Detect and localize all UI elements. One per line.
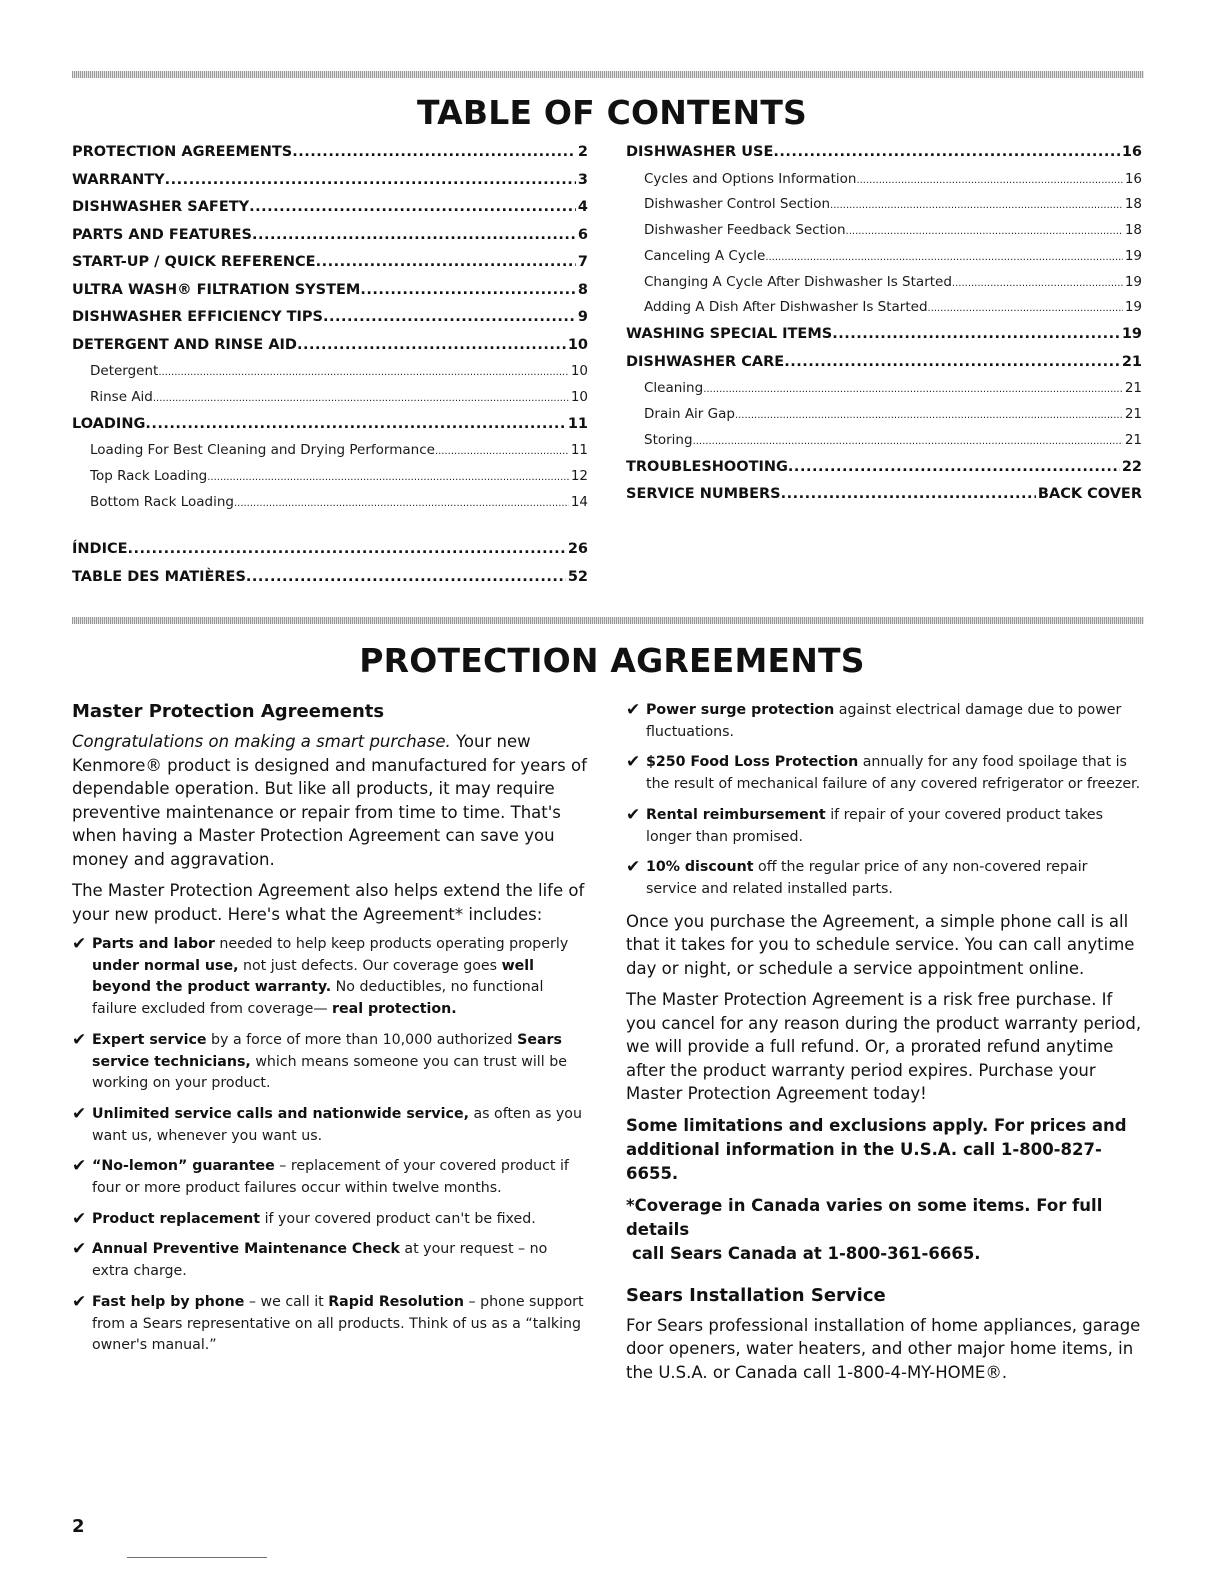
checkmark-icon: ✔ [626, 752, 641, 773]
toc-entry-page: 10 [567, 336, 588, 353]
toc-entry-label: DISHWASHER SAFETY [72, 199, 250, 215]
toc-entry-label: Dishwasher Control Section [644, 196, 831, 213]
coverage-item [626, 752, 1142, 795]
toc-entry-bottom-rack-loading[interactable] [72, 490, 588, 516]
intro-italic: Congratulations on making a smart purchase. [72, 732, 451, 751]
toc-entry-page: 18 [1124, 196, 1142, 213]
checkmark-icon: ✔ [72, 934, 87, 954]
toc-dot-leader [735, 402, 1123, 428]
toc-title: TABLE OF CONTENTS [416, 93, 808, 132]
toc-dot-leader [252, 222, 576, 250]
coverage-item-text: if your covered product can't be fixed. [260, 1210, 536, 1227]
toc-entry-label: WARRANTY [72, 171, 165, 188]
installation-paragraph: For Sears professional installation of home appliances, garage door openers, water heaters, and other major home items, in the U.S.A. or Canada call 1-800-4-MY-HOME®. [626, 1315, 1141, 1382]
toc-entry-label: LOADING [72, 415, 146, 432]
toc-entry-label: DISHWASHER EFFICIENCY TIPS [72, 309, 324, 325]
toc-entry-page: 19 [1121, 326, 1142, 343]
canada-notice-line-1: *Coverage in Canada varies on some items. For full details [626, 1195, 1103, 1239]
toc-entry-label: PROTECTION AGREEMENTS [72, 144, 293, 160]
coverage-item [72, 934, 588, 1021]
toc-dot-leader [249, 194, 576, 222]
coverage-item [626, 857, 1142, 900]
coverage-item-text: off the regular price of any non-covered repair service and related installed parts. [646, 859, 1088, 897]
toc-entry-page: 12 [570, 467, 588, 484]
coverage-item-highlight: Sears service technicians, [92, 1031, 562, 1070]
toc-entry-service-numbers[interactable] [626, 481, 1142, 509]
toc-entry-page: 4 [577, 199, 588, 215]
toc-entry-label: Changing A Cycle After Dishwasher Is Started [644, 273, 952, 290]
protection-left-column [72, 700, 588, 1366]
toc-language-index [72, 536, 588, 591]
coverage-item [626, 805, 1142, 848]
toc-entry-label: Canceling A Cycle [644, 247, 766, 264]
toc-entry-cleaning[interactable] [626, 376, 1142, 402]
checkmark-icon: ✔ [626, 700, 641, 720]
toc-entry-label: ULTRA WASH® FILTRATION SYSTEM [72, 281, 361, 298]
toc-dot-leader [234, 490, 569, 516]
coverage-item-text: – replacement of your covered product if four or more product failures occur within twelve months. [92, 1158, 569, 1197]
toc-entry-loading-for-best-cleaning-and-drying-performance[interactable] [72, 438, 588, 464]
toc-entry-page: 6 [577, 226, 588, 243]
checkmark-icon: ✔ [72, 1208, 87, 1229]
toc-entry-label: Loading For Best Cleaning and Drying Performance [90, 442, 435, 459]
coverage-item [72, 1239, 588, 1282]
checkmark-icon: ✔ [626, 804, 641, 825]
coverage-item [72, 1030, 588, 1095]
coverage-item-text: – phone support from a Sears representative on all products. Think of us as a “talking owner's manual.” [92, 1293, 584, 1354]
toc-entry-detergent[interactable] [72, 359, 588, 385]
toc-entry-troubleshooting[interactable] [626, 454, 1142, 482]
toc-entry-cycles-and-options-information[interactable] [626, 167, 1142, 193]
toc-entry-page: 16 [1124, 170, 1142, 187]
coverage-item-text: at your request – no extra charge. [92, 1241, 548, 1280]
intro-rest: Your new Kenmore® product is designed and manufactured for years of dependable operation. But like all products, it may require preventive maintenance or repair from time to time. That's when having a Master Protection Agreement can save you money and aggravation. [72, 732, 587, 869]
toc-entry-warranty[interactable] [72, 167, 588, 195]
toc-dot-leader [952, 270, 1123, 296]
toc-entry-page: 11 [570, 442, 588, 459]
toc-dot-leader [153, 385, 569, 411]
footer-link-underline [127, 1557, 267, 1558]
toc-entry-label: PARTS AND FEATURES [72, 226, 252, 243]
toc-entry-page: 10 [570, 388, 588, 405]
toc-entry-label: TABLE DES MATIÈRES [72, 568, 246, 585]
toc-entry-label: Detergent [90, 363, 159, 379]
checkmark-icon: ✔ [72, 1239, 87, 1260]
toc-entry-dishwasher-care[interactable] [626, 349, 1142, 377]
toc-entry-protection-agreements[interactable] [72, 139, 588, 167]
toc-dot-leader [292, 139, 576, 167]
toc-entry-label: DISHWASHER USE [626, 144, 774, 160]
toc-entry-page: 11 [567, 415, 588, 432]
toc-entry-page: 21 [1124, 431, 1142, 448]
coverage-item-highlight: Rapid Resolution [328, 1293, 465, 1310]
toc-entry-label: Adding A Dish After Dishwasher Is Started [644, 299, 928, 316]
toc-entry-dishwasher-feedback-section[interactable] [626, 218, 1142, 244]
protection-right-column [626, 700, 1142, 1392]
coverage-item-text: if repair of your covered product takes longer than promised. [646, 806, 1104, 845]
toc-dot-leader [784, 349, 1120, 377]
toc-dot-leader [830, 192, 1123, 218]
coverage-item [72, 1292, 588, 1357]
intro-paragraph-2: The Master Protection Agreement also helps extend the life of your new product. Here's what the Agreement* includes: [72, 881, 585, 924]
canada-notice-line-2: call Sears Canada at 1-800-361-6665. [632, 1243, 981, 1263]
coverage-item-highlight: “No-lemon” guarantee [92, 1158, 275, 1175]
toc-dot-leader [846, 218, 1123, 244]
toc-dot-leader [297, 332, 566, 360]
toc-entry-dishwasher-control-section[interactable] [626, 192, 1142, 218]
toc-entry-label: Bottom Rack Loading [90, 493, 234, 510]
toc-entry-page: 19 [1124, 299, 1142, 316]
toc-entry-page: 19 [1124, 273, 1142, 290]
toc-entry-page: 2 [577, 144, 588, 160]
toc-dot-leader [781, 481, 1036, 509]
risk-free-paragraph: The Master Protection Agreement is a risk free purchase. If you cancel for any reason during the product warranty period, we will provide a full refund. Or, a prorated refund anytime after the product warranty period expires. Purchase your Master Protection Agreement today! [626, 990, 1142, 1104]
toc-dot-leader [158, 359, 568, 385]
canada-notice [626, 1194, 1142, 1266]
toc-dot-leader [693, 428, 1123, 454]
coverage-item-highlight: Annual Preventive Maintenance Check [92, 1241, 400, 1258]
toc-entry-page: 14 [570, 493, 588, 510]
toc-entry-page: 21 [1124, 380, 1142, 397]
coverage-item-highlight: Power surge protection [646, 702, 835, 718]
coverage-list-left [72, 934, 588, 1357]
protection-agreements-title: PROTECTION AGREEMENTS [359, 641, 865, 680]
coverage-item-text: against electrical damage due to power fluctuations. [646, 702, 1122, 740]
toc-dot-leader [165, 167, 576, 195]
installation-heading: Sears Installation Service [626, 1284, 886, 1306]
toc-entry-label: DISHWASHER CARE [626, 353, 785, 370]
coverage-item-highlight: well beyond the product warranty. [92, 957, 535, 996]
toc-entry-page: 21 [1124, 406, 1142, 423]
coverage-item [72, 1104, 588, 1147]
toc-entry-page: 18 [1124, 222, 1142, 239]
toc-dot-leader [773, 139, 1119, 167]
toc-entry-page: 8 [577, 281, 588, 298]
coverage-item-text: as often as you want us, whenever you want us. [92, 1105, 582, 1144]
toc-entry-label: START-UP / QUICK REFERENCE [72, 254, 316, 270]
intro-paragraph [72, 730, 588, 871]
toc-dot-leader [128, 536, 566, 564]
toc-right-column [626, 139, 1142, 509]
coverage-item [72, 1156, 588, 1199]
checkmark-icon: ✔ [72, 1291, 87, 1312]
coverage-item-text: – we call it [244, 1293, 329, 1310]
toc-dot-leader [316, 249, 576, 277]
toc-entry-label: ÍNDICE [72, 541, 128, 557]
toc-entry-label: DETERGENT AND RINSE AID [72, 336, 297, 353]
toc-entry-start-up-quick-reference[interactable] [72, 249, 588, 277]
toc-dot-leader [145, 411, 565, 439]
coverage-item-text: needed to help keep products operating properly [214, 936, 569, 952]
master-protection-heading: Master Protection Agreements [72, 701, 385, 722]
checkmark-icon: ✔ [626, 857, 641, 878]
toc-entry-label: Dishwasher Feedback Section [644, 222, 846, 239]
coverage-item-text: annually for any food spoilage that is the result of mechanical failure of any covered refrigerator or freezer. [646, 754, 1141, 793]
toc-left-column [72, 139, 588, 515]
toc-entry-label: SERVICE NUMBERS [626, 486, 781, 503]
toc-dot-leader [207, 464, 569, 490]
coverage-item-highlight: under normal use, [92, 957, 239, 974]
toc-entry-canceling-a-cycle[interactable] [626, 244, 1142, 270]
toc-entry-dishwasher-safety[interactable] [72, 194, 588, 222]
toc-entry-page: 21 [1121, 353, 1142, 370]
toc-entry-page: 52 [567, 568, 588, 585]
coverage-item-highlight: 10% discount [646, 859, 754, 876]
toc-dot-leader [788, 454, 1120, 482]
schedule-paragraph: Once you purchase the Agreement, a simple phone call is all that it takes for you to schedule service. You can call anytime day or night, or schedule a service appointment online. [626, 911, 1135, 978]
toc-entry-label: Drain Air Gap [644, 406, 735, 423]
toc-dot-leader [928, 295, 1123, 321]
coverage-item-highlight: Expert service [92, 1031, 207, 1048]
coverage-item-highlight: Fast help by phone [92, 1293, 245, 1310]
toc-entry-dishwasher-use[interactable] [626, 139, 1142, 167]
coverage-item-highlight: Unlimited service calls and nationwide service, [92, 1105, 469, 1122]
coverage-item-text: by a force of more than 10,000 authorized [206, 1031, 518, 1048]
toc-entry-label: Top Rack Loading [90, 467, 208, 484]
toc-entry-dishwasher-efficiency-tips[interactable] [72, 304, 588, 332]
toc-entry-table-des-mati-res[interactable] [72, 564, 588, 592]
toc-entry-label: TROUBLESHOOTING [626, 458, 788, 475]
toc-dot-leader [435, 438, 569, 464]
toc-entry-adding-a-dish-after-dishwasher-is-started[interactable] [626, 295, 1142, 321]
toc-entry-washing-special-items[interactable] [626, 321, 1142, 349]
coverage-item-text: which means someone you can trust will be working on your product. [92, 1053, 567, 1092]
toc-entry-loading[interactable] [72, 411, 588, 439]
toc-dot-leader [703, 376, 1123, 402]
toc-entry-parts-and-features[interactable] [72, 222, 588, 250]
toc-entry-page: BACK COVER [1037, 486, 1142, 503]
checkmark-icon: ✔ [72, 1029, 87, 1050]
toc-dot-leader [765, 244, 1122, 270]
toc-entry-label: Cycles and Options Information [644, 170, 857, 187]
top-divider-rule [72, 71, 1144, 78]
coverage-item-highlight: Parts and labor [92, 936, 215, 952]
coverage-item [72, 1209, 588, 1231]
toc-entry-page: 7 [577, 254, 588, 270]
toc-dot-leader [832, 321, 1120, 349]
toc-entry-label: WASHING SPECIAL ITEMS [626, 326, 833, 343]
toc-entry-page: 16 [1121, 144, 1142, 160]
toc-entry-rinse-aid[interactable] [72, 385, 588, 411]
toc-dot-leader [246, 564, 566, 592]
toc-dot-leader [360, 277, 576, 305]
limitations-notice: Some limitations and exclusions apply. For prices and additional information in the U.S.A. call 1-800-827-6655. [626, 1115, 1127, 1183]
toc-entry-page: 9 [577, 309, 588, 325]
toc-entry-label: Cleaning [644, 380, 704, 397]
coverage-list-right [626, 700, 1142, 901]
toc-entry-page: 26 [567, 541, 588, 557]
toc-entry-label: Rinse Aid [90, 388, 153, 405]
coverage-item-text: No deductibles, no functional failure excluded from coverage— [92, 979, 544, 1018]
toc-entry-storing[interactable] [626, 428, 1142, 454]
toc-entry-ultra-wash-filtration-system[interactable] [72, 277, 588, 305]
checkmark-icon: ✔ [72, 1103, 87, 1124]
middle-divider-rule [72, 617, 1144, 624]
coverage-item-highlight: real protection. [332, 1001, 457, 1018]
coverage-item [626, 700, 1142, 743]
toc-dot-leader [856, 167, 1122, 193]
toc-entry-page: 22 [1121, 458, 1142, 475]
toc-dot-leader [323, 304, 576, 332]
coverage-item-highlight: $250 Food Loss Protection [646, 754, 859, 771]
coverage-item-text: not just defects. Our coverage goes [238, 957, 502, 974]
toc-entry-page: 10 [570, 363, 588, 379]
page-number: 2 [72, 1516, 85, 1537]
toc-entry-label: Storing [644, 431, 693, 448]
checkmark-icon: ✔ [72, 1156, 87, 1177]
toc-entry-page: 19 [1124, 247, 1142, 264]
coverage-item-highlight: Rental reimbursement [646, 806, 826, 823]
toc-entry-page: 3 [577, 171, 588, 188]
toc-entry-top-rack-loading[interactable] [72, 464, 588, 490]
toc-entry-ndice[interactable] [72, 536, 588, 564]
toc-entry-drain-air-gap[interactable] [626, 402, 1142, 428]
toc-entry-detergent-and-rinse-aid[interactable] [72, 332, 588, 360]
toc-entry-changing-a-cycle-after-dishwasher-is-started[interactable] [626, 270, 1142, 296]
coverage-item-highlight: Product replacement [92, 1210, 261, 1227]
